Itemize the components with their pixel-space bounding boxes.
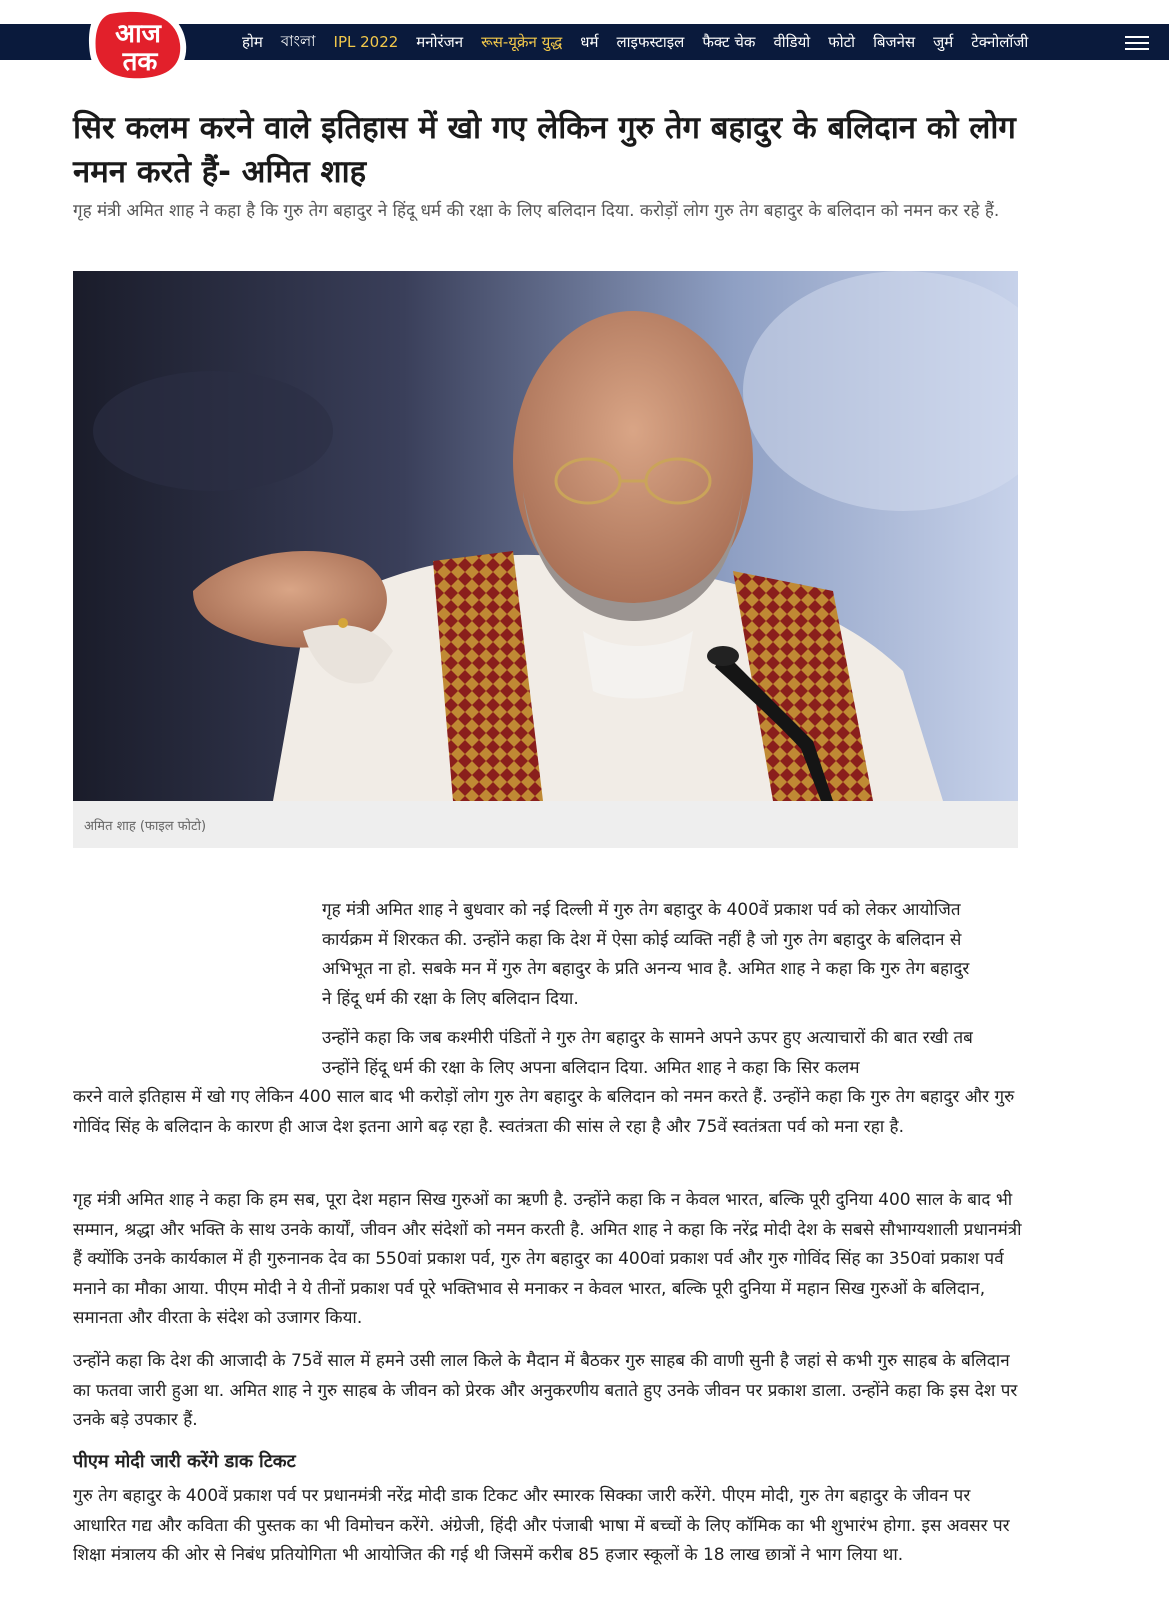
article-paragraph-3: गृह मंत्री अमित शाह ने कहा कि हम सब, पूरा देश महान सिख गुरुओं का ऋणी है. उन्होंने कहा कि न केवल भारत, बल्कि पूरी दुनिया 400 साल के बाद भी सम्मान, श्रद्धा और भक्ति के साथ उनके कार्यों, जीवन और संदेशों को नमन करती है. अमित शाह ने कहा कि नरेंद्र मोदी देश के सबसे सौभाग्यशाली प्रधानमंत्री हैं क्योंकि उनके कार्यकाल में ही गुरुनानक देव का 550वां प्रकाश पर्व, गुरु तेग बहादुर का 400वां प्रकाश पर्व और गुरु गोविंद सिंह का 350वां प्रकाश पर्व मनाने का मौका आया. पीएम मोदी ने ये तीनों प्रकाश पर्व पूरे भक्तिभाव से मनाकर न केवल भारत, बल्कि पूरी दुनिया में महान सिख गुरुओं के बलिदान, समानता और वीरता के संदेश को उजागर किया. — [73, 1190, 1022, 1328]
nav-item-bangla[interactable]: বাংলা — [280, 31, 316, 50]
article-paragraph-2-start: उन्होंने कहा कि जब कश्मीरी पंडितों ने गुरु तेग बहादुर के सामने अपने ऊपर हुए अत्याचारों की बात रखी तब उन्होंने हिंदू धर्म की रक्षा के लिए अपना बलिदान दिया. अमित शाह ने कहा कि सिर कलम — [322, 1028, 973, 1078]
photo-caption: अमित शाह (फाइल फोटो) — [84, 819, 207, 834]
nav-item-religion[interactable]: धर्म — [580, 33, 599, 51]
article-paragraph-4: उन्होंने कहा कि देश की आजादी के 75वें साल में हमने उसी लाल किले के मैदान में बैठकर गुरु साहब की वाणी सुनी है जहां से कभी गुरु साहब के बलिदान का फतवा जारी हुआ था. अमित शाह ने गुरु साहब के जीवन को प्रेरक और अनुकरणीय बताते हुए उनके जीवन पर प्रकाश डाला. उन्होंने कहा कि इस देश पर उनके बड़े उपकार हैं. — [73, 1351, 1018, 1430]
nav-item-technology[interactable]: टेक्नोलॉजी — [971, 33, 1029, 51]
article-subheading: पीएम मोदी जारी करेंगे डाक टिकट — [73, 1451, 296, 1472]
menu-icon[interactable] — [1125, 36, 1149, 52]
article-photo — [73, 271, 1018, 801]
nav-item-lifestyle[interactable]: लाइफस्टाइल — [616, 33, 685, 51]
nav-item-entertainment[interactable]: मनोरंजन — [416, 33, 464, 51]
aaj-tak-logo[interactable] — [84, 4, 192, 88]
nav-item-home[interactable]: होम — [242, 33, 263, 51]
nav-item-business[interactable]: बिजनेस — [873, 33, 916, 51]
nav-item-crime[interactable]: जुर्म — [933, 33, 954, 51]
nav-item-ipl[interactable]: IPL 2022 — [333, 33, 399, 51]
article-summary: गृह मंत्री अमित शाह ने कहा है कि गुरु तेग बहादुर ने हिंदू धर्म की रक्षा के लिए बलिदान दिया. करोड़ों लोग गुरु तेग बहादुर के बलिदान को नमन कर रहे हैं. — [73, 201, 1000, 221]
article-paragraph-2-end: करने वाले इतिहास में खो गए लेकिन 400 साल बाद भी करोड़ों लोग गुरु तेग बहादुर के बलिदान को नमन करते हैं. उन्होंने कहा कि गुरु तेग बहादुर और गुरु गोविंद सिंह के बलिदान के कारण ही आज देश इतना आगे बढ़ रहा है. स्वतंत्रता की सांस ले रहा है और 75वें स्वतंत्रता पर्व को मना रहा है. — [73, 1087, 1015, 1137]
nav-item-photo[interactable]: फोटो — [828, 33, 856, 51]
logo-text-tak: तक — [122, 47, 158, 77]
logo-text-aaj: आज — [115, 19, 161, 49]
nav-item-fact-check[interactable]: फैक्ट चेक — [702, 33, 756, 51]
main-nav — [242, 24, 1046, 60]
nav-item-russia-ukraine[interactable]: रूस-यूक्रेन युद्ध — [481, 33, 563, 51]
nav-item-video[interactable]: वीडियो — [773, 33, 811, 51]
photo-caption-box — [73, 801, 1018, 848]
article-paragraph-1: गृह मंत्री अमित शाह ने बुधवार को नई दिल्ली में गुरु तेग बहादुर के 400वें प्रकाश पर्व को लेकर आयोजित कार्यक्रम में शिरकत की. उन्होंने कहा कि देश में ऐसा कोई व्यक्ति नहीं है जो गुरु तेग बहादुर के बलिदान से अभिभूत ना हो. सबके मन में गुरु तेग बहादुर के प्रति अनन्य भाव है. अमित शाह ने कहा कि गुरु तेग बहादुर ने हिंदू धर्म की रक्षा के लिए बलिदान दिया. — [322, 900, 970, 1009]
article-paragraph-5: गुरु तेग बहादुर के 400वें प्रकाश पर्व पर प्रधानमंत्री नरेंद्र मोदी डाक टिकट और स्मारक सिक्का जारी करेंगे. पीएम मोदी, गुरु तेग बहादुर के जीवन पर आधारित गद्य और कविता की पुस्तक का भी विमोचन करेंगे. अंग्रेजी, हिंदी और पंजाबी भाषा में बच्चों के लिए कॉमिक का भी शुभारंभ होगा. इस अवसर पर शिक्षा मंत्रालय की ओर से निबंध प्रतियोगिता भी आयोजित की गई थी जिसमें करीब 85 हजार स्कूलों के 18 लाख छात्रों ने भाग लिया था. — [73, 1486, 1010, 1565]
article-headline: सिर कलम करने वाले इतिहास में खो गए लेकिन गुरु तेग बहादुर के बलिदान को लोग नमन करते हैं- अमित शाह — [73, 110, 1016, 190]
